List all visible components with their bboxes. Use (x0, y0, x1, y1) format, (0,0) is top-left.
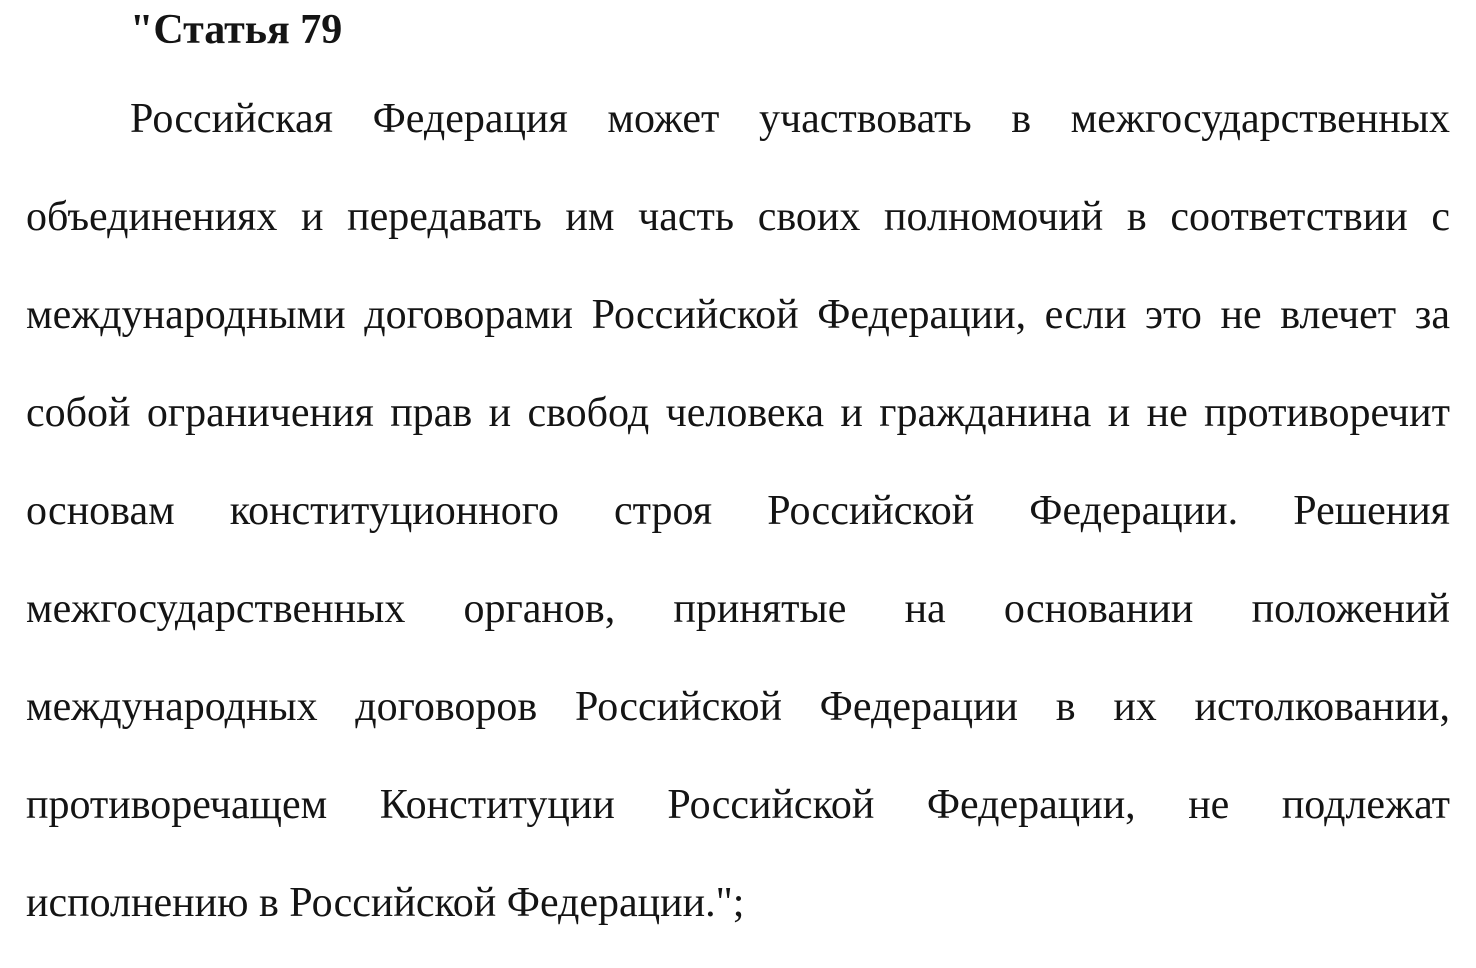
paragraph-line: основам конституционного строя Российской Федерации. Решения (26, 488, 1450, 534)
paragraph-line: собой ограничения прав и свобод человека и гражданина и не противоречит (26, 390, 1450, 436)
paragraph-line: международных договоров Российской Федерации в их истолковании, (26, 684, 1450, 730)
paragraph-line: объединениях и передавать им часть своих полномочий в соответствии с (26, 194, 1450, 240)
paragraph-line: межгосударственных органов, принятые на основании положений (26, 586, 1450, 632)
paragraph-line: Российская Федерация может участвовать в межгосударственных (130, 96, 1450, 142)
paragraph-line: международными договорами Российской Федерации, если это не влечет за (26, 292, 1450, 338)
paragraph-line: исполнению в Российской Федерации."; (26, 880, 745, 926)
article-heading: "Статья 79 (130, 7, 343, 53)
article-paragraph (26, 70, 1450, 952)
paragraph-line: противоречащем Конституции Российской Федерации, не подлежат (26, 782, 1450, 828)
